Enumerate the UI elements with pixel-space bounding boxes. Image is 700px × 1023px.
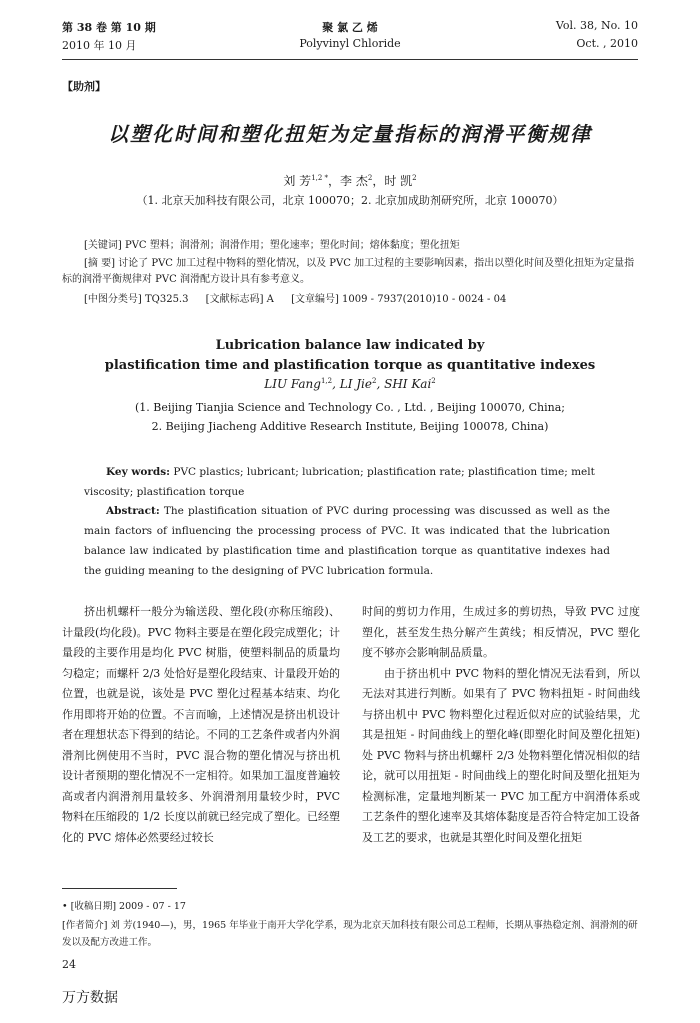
classification-cn bbox=[84, 292, 638, 308]
author-2-cn: ，李 杰 bbox=[328, 174, 368, 188]
section-tag: 【助剂】 bbox=[62, 80, 106, 93]
document-code: [文献标志码] A bbox=[205, 294, 274, 305]
title-cn: 以塑化时间和塑化扭矩为定量指标的润滑平衡规律 bbox=[108, 122, 592, 146]
footnote-author-bio: [作者简介] 刘 芳(1940—)，男，1965 年毕业于南开大学化学系，现为北京天加科技有限公司总工程师，长期从事热稳定剂、润滑剂的研发以及配方改进工作。 bbox=[62, 920, 638, 948]
affiliation-en-line-2: 2. Beijing Jiacheng Additive Research Institute, Beijing 100078, China) bbox=[151, 420, 549, 433]
journal-name-en: Polyvinyl Chloride bbox=[299, 37, 401, 50]
keywords-en-label: Key words: bbox=[106, 466, 171, 478]
authors-cn bbox=[0, 172, 700, 189]
body-column-left bbox=[62, 602, 340, 848]
affiliation-cn: （1. 北京天加科技有限公司，北京 100070；2. 北京加成助剂研究所，北京 100070） bbox=[136, 194, 564, 207]
abstract-en bbox=[84, 501, 610, 581]
article-number: [文章编号] 1009 - 7937(2010)10 - 0024 - 04 bbox=[291, 294, 507, 305]
date-en: Oct. , 2010 bbox=[576, 37, 638, 50]
abstract-cn: [摘 要] 讨论了 PVC 加工过程中物料的塑化情况，以及 PVC 加工过程的主要影响因素，指出以塑化时间及塑化扭矩为定量指标的润滑平衡规律对 PVC 润滑配方设计具有参考意义。 bbox=[62, 258, 635, 285]
clc-number: [中图分类号] TQ325.3 bbox=[84, 294, 189, 305]
body-paragraph: 时间的剪切力作用，生成过多的剪切热，导致 PVC 过度塑化，甚至发生热分解产生黄线；相反情况，PVC 塑化度不够亦会影响制品质量。 bbox=[362, 605, 640, 659]
authors-en bbox=[0, 377, 700, 391]
affiliation-en bbox=[0, 398, 700, 436]
author-2-en-sup: 2 bbox=[372, 377, 377, 385]
body-paragraph: 由于挤出机中 PVC 物料的塑化情况无法看到，所以无法对其进行判断。如果有了 PVC 物料扭矩 - 时间曲线与挤出机中 PVC 物料塑化过程近似对应的试验结果，尤其是扭矩 - 时间曲线上的塑化峰(即塑化时间及塑化扭矩)处 PVC 物料与挤出机螺杆 2/3 处物料塑化情况相似的结论，就可以用扭矩 - 时间曲线上的塑化时间及塑化扭矩为检测标准，定量地判断某一 PVC 加工配方中润滑体系或工艺条件的塑化速率及其熔体黏度是否符合特定加工设备及工艺的要求，也就是其塑化时间及塑化扭矩 bbox=[362, 666, 640, 844]
author-1-sup: 1,2 * bbox=[311, 174, 329, 182]
abstract-en-text: The plastification situation of PVC during processing was discussed as well as the main factors of influencing the processing process of PVC. It was indicated that the lubrication balance law indicated by plastification time and plastification torque as quantitative indexes had the guiding meaning to the designing of PVC lubrication formula. bbox=[84, 505, 610, 577]
footnote-divider bbox=[62, 888, 177, 889]
title-en-line-1: Lubrication balance law indicated by bbox=[215, 338, 485, 353]
author-2-sup: 2 bbox=[367, 174, 373, 182]
footnote-received: • [收稿日期] 2009 - 07 - 17 bbox=[62, 901, 186, 912]
author-3-en-sup: 2 bbox=[431, 377, 436, 385]
abstract-en-label: Abstract: bbox=[106, 505, 160, 517]
author-3-cn: ，时 凯 bbox=[372, 174, 413, 188]
author-1-en: LIU Fang bbox=[264, 377, 321, 391]
affiliation-en-line-1: (1. Beijing Tianjia Science and Technology Co. , Ltd. , Beijing 100070, China; bbox=[134, 401, 566, 414]
running-header bbox=[62, 16, 638, 60]
author-1-cn: 刘 芳 bbox=[283, 174, 312, 188]
author-1-en-sup: 1,2 bbox=[320, 377, 333, 385]
author-3-en: , SHI Kai bbox=[376, 377, 432, 391]
volume-cn: 第 38 卷 第 10 期 bbox=[62, 21, 156, 34]
body-paragraph: 挤出机螺杆一般分为输送段、塑化段(亦称压缩段)、计量段(均化段)。PVC 物料主要是在塑化段完成塑化；计量段的主要作用是均化 PVC 树脂，使塑料制品的质量均匀稳定；而螺杆 2/3 处恰好是塑化段结束、计量段开始的位置，也就是说，该处是 PVC 塑化过程基本结束、均化作用即将开始的位置。不言而喻，上述情况是挤出机设计者在理想状态下得到的结论。不同的工艺条件或者内外润滑剂比例使用不当时，PVC 混合物的塑化情况与挤出机设计者预期的塑化情况不一定相符。如果加工温度普遍较高或者内润滑剂用量较多、外润滑剂用量较少时，PVC 物料在压缩段的 1/2 长度以前就已经完成了塑化。已经塑化的 PVC 熔体必然要经过较长 bbox=[62, 605, 340, 844]
title-en-line-2: plastification time and plastification torque as quantitative indexes bbox=[104, 358, 596, 373]
journal-name-cn: 聚 氯 乙 烯 bbox=[322, 21, 378, 34]
author-2-en: , LI Jie bbox=[332, 377, 372, 391]
page-number: 24 bbox=[62, 958, 76, 971]
volume-en: Vol. 38, No. 10 bbox=[555, 19, 638, 32]
keywords-cn: [关键词] PVC 塑料；润滑剂；润滑作用；塑化速率；塑化时间；熔体黏度；塑化扭矩 bbox=[84, 240, 460, 251]
date-cn: 2010 年 10 月 bbox=[62, 39, 137, 52]
body-column-right bbox=[362, 602, 640, 848]
keywords-en-text: PVC plastics; lubricant; lubrication; plastification rate; plastification time; melt viscosity; plastification torque bbox=[84, 466, 595, 498]
keywords-en bbox=[84, 462, 610, 502]
title-en bbox=[0, 336, 700, 376]
watermark: 万方数据 bbox=[62, 990, 118, 1006]
author-3-sup: 2 bbox=[412, 174, 417, 182]
